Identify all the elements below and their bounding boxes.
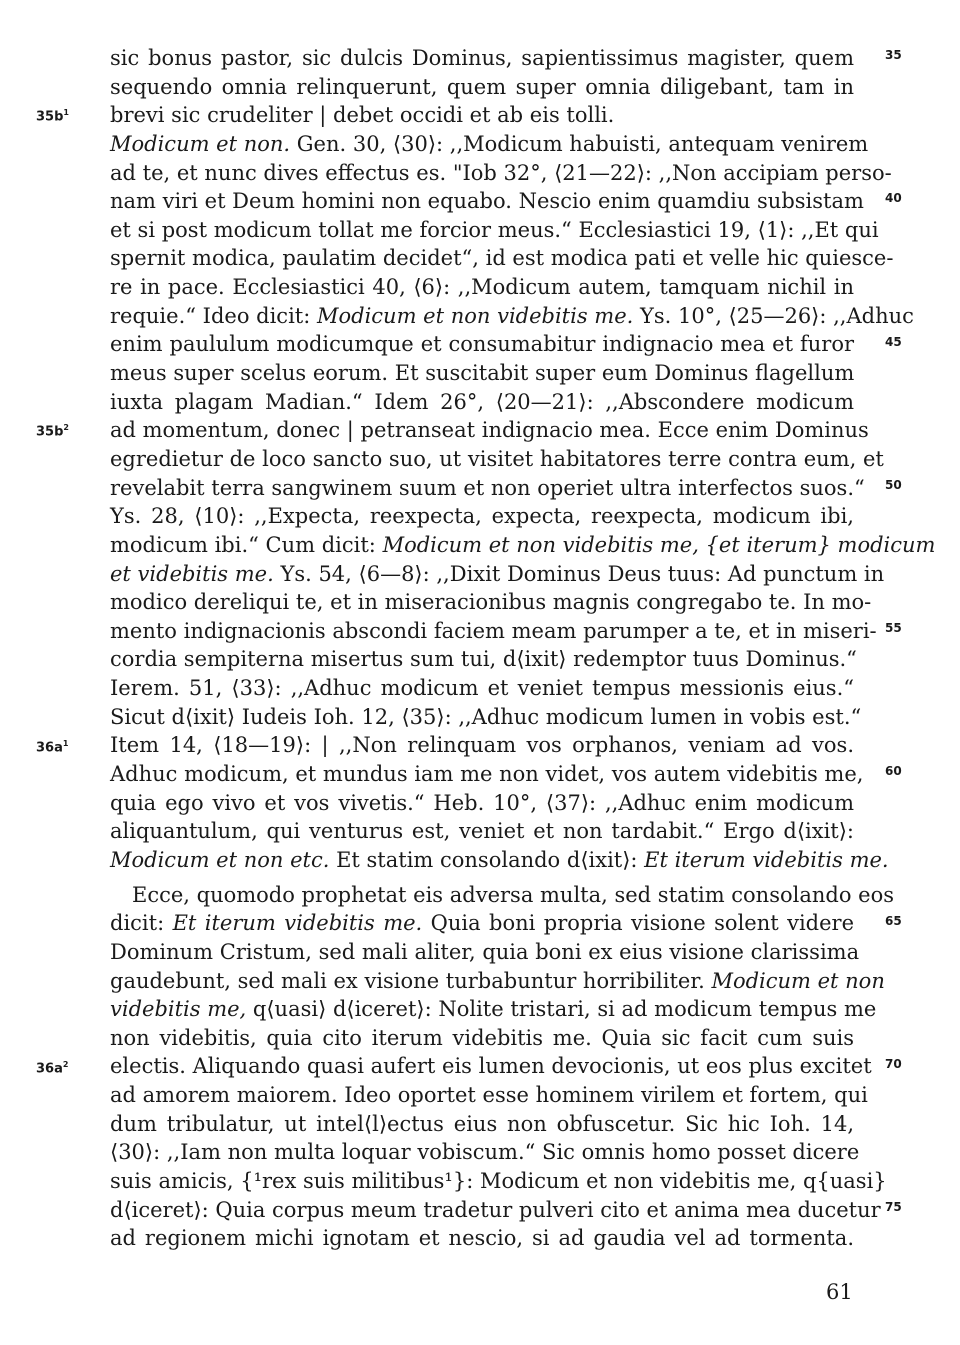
text-line	[110, 645, 857, 674]
text-line	[110, 846, 889, 875]
text-line	[110, 938, 860, 967]
text-segment: mento indignacionis abscondi faciem meam parumper a te, et in miseri-	[110, 618, 877, 643]
text-segment: sequendo omnia relinquerunt, quem super omnia diligebant, tam in	[110, 74, 854, 99]
folio-mark-superscript: 2	[63, 423, 69, 433]
text-line	[110, 617, 877, 646]
italic-text-segment: Et iterum videbitis me.	[644, 847, 889, 872]
italic-text-segment: videbitis me,	[110, 997, 247, 1022]
italic-text-segment: et videbitis me.	[110, 561, 274, 586]
text-segment: non videbitis, quia cito iterum videbitis me. Quia sic facit cum suis	[110, 1025, 854, 1050]
folio-mark	[36, 423, 69, 439]
text-segment: electis. Aliquando quasi aufert eis lumen devocionis, ut eos plus excitet	[110, 1054, 872, 1079]
folio-mark	[36, 1060, 68, 1076]
text-segment: Ecce, quomodo prophetat eis adversa multa, sed statim consolando eos	[132, 882, 894, 907]
text-line	[110, 302, 914, 331]
text-line	[110, 531, 936, 560]
text-line	[110, 1110, 854, 1139]
text-line	[110, 1052, 872, 1081]
text-line	[110, 1081, 868, 1110]
text-segment: ad regionem michi ignotam et nescio, si ad gaudia vel ad tormenta.	[110, 1226, 854, 1251]
text-segment: quia ego vivo et vos vivetis.“ Heb. 10°, ⟨37⟩: ,,Adhuc enim modicum	[110, 790, 854, 815]
text-segment: aliquantulum, qui venturus est, veniet et non tardabit.“ Ergo d⟨ixit⟩:	[110, 819, 854, 844]
italic-text-segment: Modicum et non	[711, 968, 885, 993]
text-segment: iuxta plagam Madian.“ Idem 26°, ⟨20—21⟩: ,,Abscondere modicum	[110, 389, 854, 414]
text-line	[110, 967, 885, 996]
text-segment: Gen. 30, ⟨30⟩: ,,Modicum habuisti, antequam venirem	[290, 131, 869, 156]
text-segment: Ys. 28, ⟨10⟩: ,,Expecta, reexpecta, expecta, reexpecta, modicum ibi,	[110, 504, 854, 529]
folio-mark-superscript: 1	[62, 738, 69, 748]
text-line	[110, 674, 854, 703]
text-line	[110, 789, 854, 818]
text-line	[110, 703, 862, 732]
text-segment: spernit modica, paulatim decidet“, id est modica pati et velle hic quiesce-	[110, 246, 894, 271]
text-segment: Adhuc modicum, et mundus iam me non videt, vos autem videbitis me,	[110, 762, 864, 787]
text-line	[110, 388, 854, 417]
folio-mark-label: 36a	[36, 739, 63, 755]
text-segment: Item 14, ⟨18—19⟩: | ,,Non relinquam vos orphanos, veniam ad vos.	[110, 733, 854, 758]
text-segment: ad amorem maiorem. Ideo oportet esse hominem virilem et fortem, qui	[110, 1083, 868, 1108]
text-segment: Et statim consolando d⟨ixit⟩:	[329, 847, 645, 872]
text-segment: modicum ibi.“ Cum dicit:	[110, 532, 383, 557]
text-line	[110, 445, 884, 474]
text-line	[110, 216, 879, 245]
text-line	[110, 359, 854, 388]
text-segment: Dominum Cristum, sed mali aliter, quia boni ex eius visione clarissima	[110, 939, 860, 964]
line-number: 70	[885, 1056, 902, 1071]
text-segment: ad momentum, donec | petranseat indignacio mea. Ecce enim Dominus	[110, 418, 869, 443]
text-line	[110, 159, 892, 188]
text-line	[110, 502, 854, 531]
text-segment: meus super scelus eorum. Et suscitabit super eum Dominus flagellum	[110, 361, 855, 386]
text-segment: Quia boni propria visione solent videre	[422, 911, 855, 936]
text-segment: sic bonus pastor, sic dulcis Dominus, sapientissimus magister, quem	[110, 46, 854, 70]
text-segment: nam viri et Deum homini non equabo. Nescio enim quamdiu subsistam	[110, 189, 864, 214]
text-segment: ad te, et nunc dives effectus es. "Iob 32°, ⟨21—22⟩: ,,Non accipiam perso-	[110, 160, 892, 185]
text-line	[110, 560, 885, 589]
text-segment: et si post modicum tollat me forcior meus.“ Ecclesiastici 19, ⟨1⟩: ,,Et qui	[110, 217, 879, 242]
text-segment: brevi sic crudeliter | debet occidi et ab eis tolli.	[110, 103, 615, 128]
italic-text-segment: Modicum et non etc.	[110, 847, 330, 872]
text-line	[110, 995, 877, 1024]
text-segment: Sicut d⟨ixit⟩ Iudeis Ioh. 12, ⟨35⟩: ,,Adhuc modicum lumen in vobis est.“	[110, 704, 862, 729]
text-segment: gaudebunt, sed mali ex visione turbabuntur horribiliter.	[110, 968, 712, 993]
text-segment: Ierem. 51, ⟨33⟩: ,,Adhuc modicum et veniet tempus messionis eius.“	[110, 676, 854, 701]
line-number: 55	[885, 621, 902, 635]
folio-mark-superscript: 1	[63, 108, 69, 118]
line-number: 40	[885, 191, 902, 206]
text-segment: Ys. 54, ⟨6—8⟩: ,,Dixit Dominus Deus tuus: Ad punctum in	[273, 561, 885, 586]
text-line	[110, 881, 894, 910]
line-number: 45	[885, 334, 902, 349]
text-line	[110, 1196, 881, 1225]
text-line	[110, 1224, 854, 1253]
line-number: 50	[885, 477, 902, 492]
text-line	[110, 1138, 860, 1167]
text-line	[110, 760, 864, 789]
line-number: 35	[885, 48, 902, 62]
italic-text-segment: Et iterum videbitis me.	[172, 911, 423, 936]
italic-text-segment: Modicum et non videbitis me, {et iterum} modicum	[382, 532, 936, 557]
text-segment: Ys. 10°, ⟨25—26⟩: ,,Adhuc	[633, 303, 914, 328]
text-line	[110, 187, 864, 216]
text-segment: q⟨uasi⟩ d⟨iceret⟩: Nolite tristari, si ad modicum tempus me	[246, 997, 877, 1022]
text-segment: d⟨iceret⟩: Quia corpus meum tradetur pulveri cito et anima mea ducetur	[110, 1197, 881, 1222]
folio-mark	[36, 739, 68, 755]
text-line	[110, 474, 865, 503]
text-line	[110, 817, 854, 846]
text-segment: enim paululum modicumque et consumabitur indignacio mea et furor	[110, 332, 854, 357]
text-segment: re in pace. Ecclesiastici 40, ⟨6⟩: ,,Modicum autem, tamquam nichil in	[110, 275, 854, 300]
text-line	[110, 909, 854, 938]
text-segment: revelabit terra sangwinem suum et non operiet ultra interfectos suos.“	[110, 475, 865, 500]
text-line	[110, 44, 854, 73]
text-segment: ⟨30⟩: ,,Iam non multa loquar vobiscum.“ Sic omnis homo posset dicere	[110, 1140, 860, 1165]
text-line	[110, 244, 894, 273]
folio-mark-label: 35b	[36, 424, 64, 440]
text-line	[110, 1167, 887, 1196]
text-line	[110, 731, 854, 760]
text-segment: egredietur de loco sancto suo, ut visitet habitatores terre contra eum, et	[110, 446, 884, 471]
text-line	[110, 330, 854, 359]
text-line	[110, 101, 854, 130]
text-line	[110, 130, 869, 159]
folio-mark-superscript: 2	[62, 1059, 69, 1069]
line-number: 75	[885, 1200, 902, 1214]
line-number: 65	[885, 913, 902, 928]
text-line	[110, 416, 869, 445]
text-line	[110, 73, 854, 102]
folio-mark	[36, 108, 69, 124]
text-segment: dicit:	[110, 911, 173, 936]
italic-text-segment: Modicum et non videbitis me.	[316, 303, 634, 328]
text-line	[110, 588, 872, 617]
text-segment: suis amicis, {¹rex suis militibus¹}: Modicum et non videbitis me, q{uasi}	[110, 1168, 887, 1193]
text-segment: modico dereliqui te, et in miseracionibus magnis congregabo te. In mo-	[110, 590, 872, 615]
text-segment: cordia sempiterna misertus sum tui, d⟨ixit⟩ redemptor tuus Dominus.“	[110, 647, 857, 672]
text-line	[110, 273, 854, 302]
page-number: 61	[826, 1280, 853, 1304]
text-segment: dum tribulatur, ut intel⟨l⟩ectus eius non obfuscetur. Sic hic Ioh. 14,	[110, 1111, 854, 1136]
folio-mark-label: 36a	[36, 1061, 63, 1077]
text-line	[110, 1024, 854, 1053]
folio-mark-label: 35b	[36, 109, 64, 125]
text-segment: requie.“ Ideo dicit:	[110, 303, 317, 328]
italic-text-segment: Modicum et non.	[110, 131, 291, 156]
line-number: 60	[885, 764, 902, 779]
